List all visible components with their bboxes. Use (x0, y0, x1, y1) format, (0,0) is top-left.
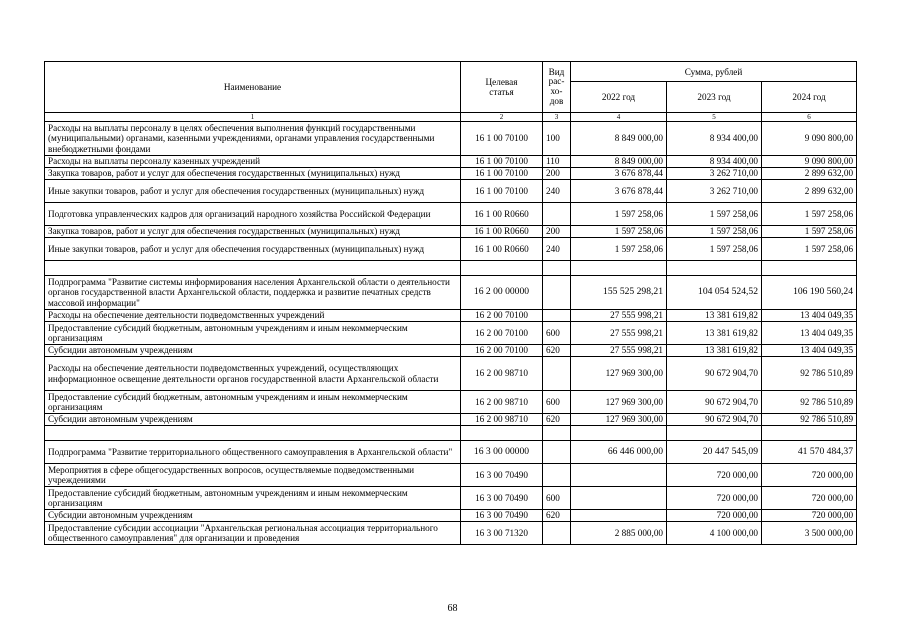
spacer-cell (461, 426, 543, 441)
row-expense-type: 600 (543, 391, 571, 414)
row-sum-2024: 92 786 510,89 (762, 357, 857, 391)
row-sum-2024: 92 786 510,89 (762, 414, 857, 426)
row-expense-type (543, 310, 571, 322)
index-cell: 6 (762, 113, 857, 122)
row-sum-2022: 3 676 878,44 (571, 168, 667, 180)
row-name: Субсидии автономным учреждениям (45, 510, 461, 522)
spacer-cell (667, 261, 762, 276)
row-sum-2023: 8 934 400,00 (667, 122, 762, 156)
table-row (45, 487, 857, 510)
row-sum-2023: 104 054 524,52 (667, 276, 762, 310)
row-sum-2023: 1 597 258,06 (667, 238, 762, 261)
row-name: Расходы на обеспечение деятельности подведомственных учреждений, осуществляющих информационное освещение деятельности органов государственной власти Архангельской области (45, 357, 461, 391)
table-row (45, 391, 857, 414)
row-name: Закупка товаров, работ и услуг для обеспечения государственных (муниципальных) нужд (45, 226, 461, 238)
row-sum-2023: 90 672 904,70 (667, 414, 762, 426)
header-expense-type: Вид рас- хо- дов (543, 62, 571, 113)
row-sum-2022: 1 597 258,06 (571, 226, 667, 238)
row-expense-type (543, 276, 571, 310)
row-sum-2022: 27 555 998,21 (571, 345, 667, 357)
row-sum-2022: 8 849 000,00 (571, 122, 667, 156)
row-sum-2022 (571, 487, 667, 510)
header-year-2023: 2023 год (667, 82, 762, 113)
row-sum-2023: 720 000,00 (667, 487, 762, 510)
row-expense-type: 200 (543, 226, 571, 238)
row-sum-2024: 13 404 049,35 (762, 322, 857, 345)
spacer-cell (667, 426, 762, 441)
row-sum-2023: 13 381 619,82 (667, 345, 762, 357)
table-row (45, 310, 857, 322)
index-cell: 4 (571, 113, 667, 122)
row-sum-2023: 20 447 545,09 (667, 441, 762, 464)
row-expense-type: 600 (543, 322, 571, 345)
row-sum-2022: 27 555 998,21 (571, 322, 667, 345)
row-expense-type: 100 (543, 122, 571, 156)
row-name: Субсидии автономным учреждениям (45, 345, 461, 357)
row-code: 16 1 00 70100 (461, 180, 543, 203)
header-sum: Сумма, рублей (571, 62, 857, 82)
row-sum-2022 (571, 464, 667, 487)
row-sum-2023: 13 381 619,82 (667, 310, 762, 322)
spacer-cell (762, 426, 857, 441)
row-sum-2024: 720 000,00 (762, 487, 857, 510)
table-row (45, 122, 857, 156)
table-row (45, 345, 857, 357)
row-expense-type: 600 (543, 487, 571, 510)
row-code: 16 2 00 98710 (461, 357, 543, 391)
row-expense-type: 620 (543, 510, 571, 522)
subprogram-row (45, 441, 857, 464)
row-sum-2022: 8 849 000,00 (571, 156, 667, 168)
row-sum-2024: 2 899 632,00 (762, 180, 857, 203)
row-sum-2024: 1 597 258,06 (762, 226, 857, 238)
spacer-cell (543, 426, 571, 441)
row-code: 16 3 00 70490 (461, 510, 543, 522)
row-code: 16 2 00 98710 (461, 391, 543, 414)
row-expense-type: 620 (543, 414, 571, 426)
row-sum-2024: 720 000,00 (762, 464, 857, 487)
row-sum-2024: 9 090 800,00 (762, 156, 857, 168)
row-name: Иные закупки товаров, работ и услуг для обеспечения государственных (муниципальных) нужд (45, 238, 461, 261)
row-sum-2024: 720 000,00 (762, 510, 857, 522)
table-row (45, 238, 857, 261)
spacer-row (45, 261, 857, 276)
row-sum-2023: 8 934 400,00 (667, 156, 762, 168)
row-sum-2022: 2 885 000,00 (571, 522, 667, 545)
spacer-cell (45, 426, 461, 441)
header-target-article: Целевая статья (461, 62, 543, 113)
row-sum-2022: 127 969 300,00 (571, 414, 667, 426)
row-sum-2023: 90 672 904,70 (667, 391, 762, 414)
row-sum-2023: 1 597 258,06 (667, 226, 762, 238)
spacer-cell (571, 261, 667, 276)
spacer-cell (461, 261, 543, 276)
row-name: Предоставление субсидий бюджетным, автономным учреждениям и иным некоммерческим организациям (45, 487, 461, 510)
table-row (45, 357, 857, 391)
row-code: 16 2 00 00000 (461, 276, 543, 310)
row-sum-2024: 9 090 800,00 (762, 122, 857, 156)
row-expense-type: 200 (543, 168, 571, 180)
table-row (45, 180, 857, 203)
table-row (45, 522, 857, 545)
row-sum-2024: 13 404 049,35 (762, 345, 857, 357)
row-sum-2022: 1 597 258,06 (571, 238, 667, 261)
row-sum-2024: 41 570 484,37 (762, 441, 857, 464)
row-sum-2023: 720 000,00 (667, 464, 762, 487)
header-year-2024: 2024 год (762, 82, 857, 113)
row-sum-2023: 13 381 619,82 (667, 322, 762, 345)
row-expense-type: 240 (543, 180, 571, 203)
row-code: 16 1 00 R0660 (461, 226, 543, 238)
row-code: 16 2 00 70100 (461, 322, 543, 345)
table-row (45, 464, 857, 487)
row-sum-2022: 3 676 878,44 (571, 180, 667, 203)
header-year-2022: 2022 год (571, 82, 667, 113)
table-row (45, 226, 857, 238)
row-sum-2024: 92 786 510,89 (762, 391, 857, 414)
row-code: 16 2 00 70100 (461, 345, 543, 357)
row-code: 16 2 00 70100 (461, 310, 543, 322)
row-sum-2024: 2 899 632,00 (762, 168, 857, 180)
row-sum-2022: 127 969 300,00 (571, 391, 667, 414)
header-index-row (45, 113, 857, 122)
table-row (45, 168, 857, 180)
row-sum-2023: 720 000,00 (667, 510, 762, 522)
row-name: Подготовка управленческих кадров для организаций народного хозяйства Российской Федерации (45, 203, 461, 226)
row-sum-2023: 4 100 000,00 (667, 522, 762, 545)
row-expense-type (543, 441, 571, 464)
row-code: 16 3 00 00000 (461, 441, 543, 464)
row-sum-2022: 27 555 998,21 (571, 310, 667, 322)
spacer-cell (762, 261, 857, 276)
row-name: Подпрограмма "Развитие территориального общественного самоуправления в Архангельской области" (45, 441, 461, 464)
row-name: Мероприятия в сфере общегосударственных вопросов, осуществляемые подведомственными учреждениями (45, 464, 461, 487)
table-row (45, 203, 857, 226)
row-name: Расходы на выплаты персоналу казенных учреждений (45, 156, 461, 168)
row-sum-2023: 1 597 258,06 (667, 203, 762, 226)
row-name: Расходы на обеспечение деятельности подведомственных учреждений (45, 310, 461, 322)
spacer-row (45, 426, 857, 441)
budget-table (44, 61, 857, 545)
index-cell: 3 (543, 113, 571, 122)
row-expense-type (543, 522, 571, 545)
row-name: Подпрограмма "Развитие системы информирования населения Архангельской области о деятельности органов государственной власти Архангельской области, поддержка и развитие печатных средств массовой информации" (45, 276, 461, 310)
row-expense-type: 620 (543, 345, 571, 357)
row-name: Закупка товаров, работ и услуг для обеспечения государственных (муниципальных) нужд (45, 168, 461, 180)
row-code: 16 1 00 70100 (461, 168, 543, 180)
row-sum-2022: 66 446 000,00 (571, 441, 667, 464)
header-name: Наименование (45, 62, 461, 113)
row-code: 16 1 00 70100 (461, 122, 543, 156)
spacer-cell (571, 426, 667, 441)
row-expense-type: 110 (543, 156, 571, 168)
row-code: 16 3 00 70490 (461, 487, 543, 510)
page-number: 68 (447, 603, 458, 614)
row-code: 16 3 00 70490 (461, 464, 543, 487)
index-cell: 2 (461, 113, 543, 122)
index-cell: 5 (667, 113, 762, 122)
row-sum-2022: 127 969 300,00 (571, 357, 667, 391)
row-name: Предоставление субсидий бюджетным, автономным учреждениям и иным некоммерческим организациям (45, 391, 461, 414)
subprogram-row (45, 276, 857, 310)
table-row (45, 156, 857, 168)
row-sum-2022: 1 597 258,06 (571, 203, 667, 226)
row-expense-type (543, 203, 571, 226)
row-name: Иные закупки товаров, работ и услуг для обеспечения государственных (муниципальных) нужд (45, 180, 461, 203)
row-name: Предоставление субсидии ассоциации "Архангельская региональная ассоциация территориального общественного самоуправления" для организации и проведения (45, 522, 461, 545)
table-row (45, 510, 857, 522)
row-sum-2024: 13 404 049,35 (762, 310, 857, 322)
row-code: 16 1 00 R0660 (461, 238, 543, 261)
row-code: 16 1 00 R0660 (461, 203, 543, 226)
row-sum-2024: 3 500 000,00 (762, 522, 857, 545)
row-name: Субсидии автономным учреждениям (45, 414, 461, 426)
spacer-cell (543, 261, 571, 276)
row-sum-2022: 155 525 298,21 (571, 276, 667, 310)
row-sum-2024: 1 597 258,06 (762, 238, 857, 261)
row-sum-2023: 3 262 710,00 (667, 168, 762, 180)
row-sum-2024: 106 190 560,24 (762, 276, 857, 310)
row-code: 16 3 00 71320 (461, 522, 543, 545)
row-name: Предоставление субсидий бюджетным, автономным учреждениям и иным некоммерческим организациям (45, 322, 461, 345)
spacer-cell (45, 261, 461, 276)
row-code: 16 1 00 70100 (461, 156, 543, 168)
row-expense-type (543, 357, 571, 391)
index-cell: 1 (45, 113, 461, 122)
row-name: Расходы на выплаты персоналу в целях обеспечения выполнения функций государственными (муниципальными) органами, казенными учреждениями, органами управления государственными внебюджетными фондами (45, 122, 461, 156)
row-expense-type (543, 464, 571, 487)
row-sum-2024: 1 597 258,06 (762, 203, 857, 226)
table-row (45, 414, 857, 426)
row-code: 16 2 00 98710 (461, 414, 543, 426)
row-sum-2022 (571, 510, 667, 522)
row-expense-type: 240 (543, 238, 571, 261)
table-row (45, 322, 857, 345)
row-sum-2023: 90 672 904,70 (667, 357, 762, 391)
row-sum-2023: 3 262 710,00 (667, 180, 762, 203)
